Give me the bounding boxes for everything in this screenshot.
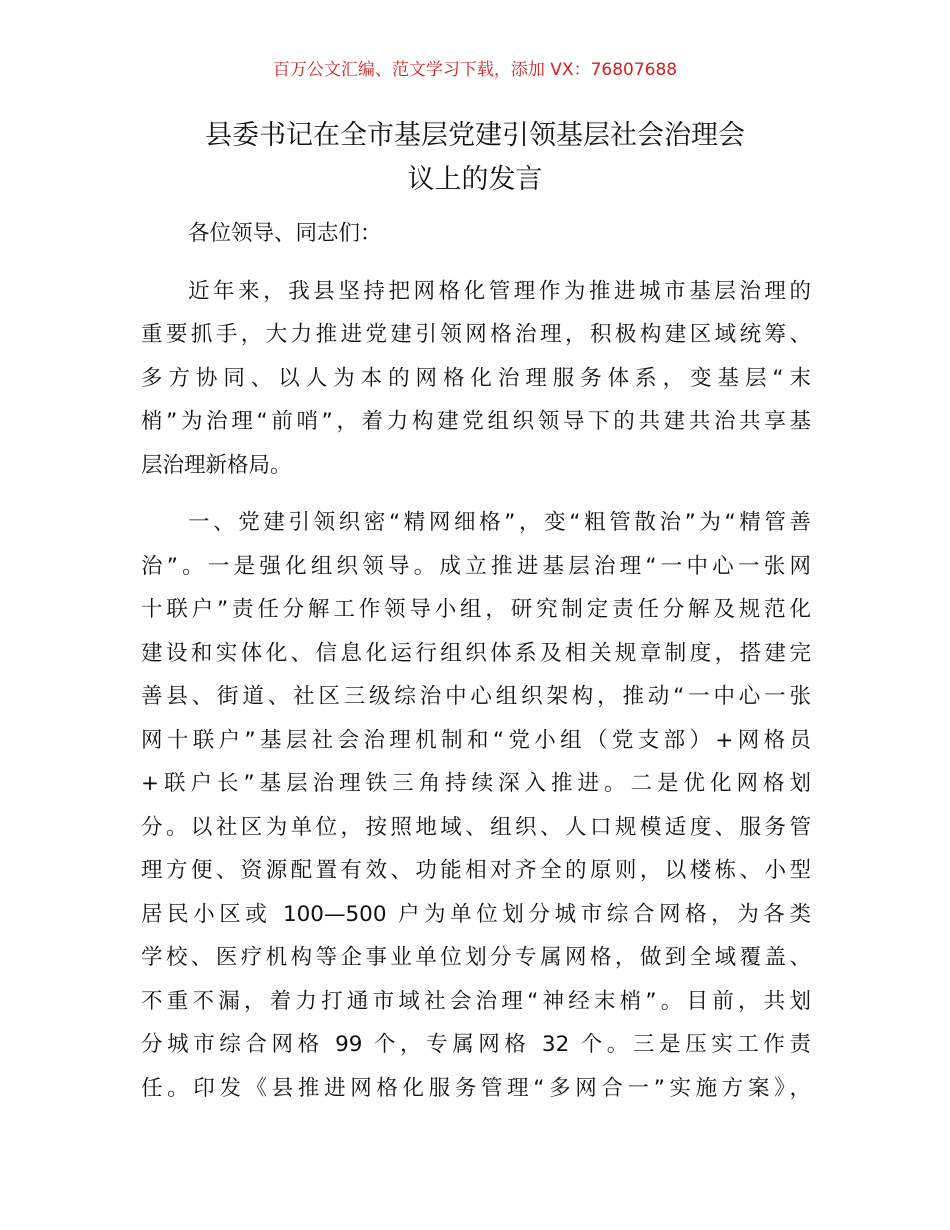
paragraph-line: 分。以社区为单位，按照地域、组织、人口规模适度、服务管 <box>141 814 811 840</box>
title-line-2: 议上的发言 <box>407 164 543 195</box>
document-body <box>141 212 811 1110</box>
paragraph-line: 近年来，我县坚持把网格化管理作为推进城市基层治理的 <box>188 278 811 304</box>
header-watermark-note: 百万公文汇编、范文学习下载，添加 VX：76807688 <box>272 60 678 80</box>
paragraph-line: 分城市综合网格 99 个，专属网格 32 个。三是压实工作责 <box>141 1032 811 1057</box>
paragraph-line: 一、党建引领织密“精网细格”，变“粗管散治”为“精管善 <box>188 510 811 535</box>
paragraph-intro <box>141 270 811 488</box>
paragraph-line: 建设和实体化、信息化运行组织体系及相关规章制度，搭建完 <box>141 640 811 666</box>
paragraph-line: 任。印发《县推进网格化服务管理“多网合一”实施方案》， <box>141 1075 811 1101</box>
paragraph-line: +联户长”基层治理铁三角持续深入推进。二是优化网格划 <box>141 771 811 796</box>
paragraph-line: 善县、街道、社区三级综治中心组织架构，推动“一中心一张 <box>141 684 811 709</box>
paragraph-line: 重要抓手，大力推进党建引领网格治理，积极构建区域统筹、 <box>141 322 811 347</box>
paragraph-line: 十联户”责任分解工作领导小组，研究制定责任分解及规范化 <box>141 597 811 622</box>
paragraph-line: 学校、医疗机构等企事业单位划分专属网格，做到全域覆盖、 <box>141 945 811 970</box>
document-title <box>130 114 820 202</box>
paragraph-line: 居民小区或 100—500 户为单位划分城市综合网格，为各类 <box>141 901 811 927</box>
paragraph-line: 治”。一是强化组织领导。成立推进基层治理“一中心一张网 <box>141 553 811 579</box>
paragraph-line: 理方便、资源配置有效、功能相对齐全的原则，以楼栋、小型 <box>141 858 811 883</box>
paragraph-line: 层治理新格局。 <box>141 452 292 478</box>
paragraph-section-1 <box>141 501 811 1110</box>
paragraph-line: 网十联户”基层社会治理机制和“党小组（党支部）+网格员 <box>141 727 811 753</box>
paragraph-line: 梢”为治理“前哨”，着力构建党组织领导下的共建共治共享基 <box>141 409 811 434</box>
title-line-1: 县委书记在全市基层党建引领基层社会治理会 <box>205 120 745 151</box>
salutation: 各位领导、同志们： <box>188 221 382 246</box>
paragraph-line: 不重不漏，着力打通市域社会治理“神经末梢”。目前，共划 <box>141 988 811 1014</box>
paragraph-line: 多方协同、以人为本的网格化治理服务体系，变基层“末 <box>141 365 811 391</box>
